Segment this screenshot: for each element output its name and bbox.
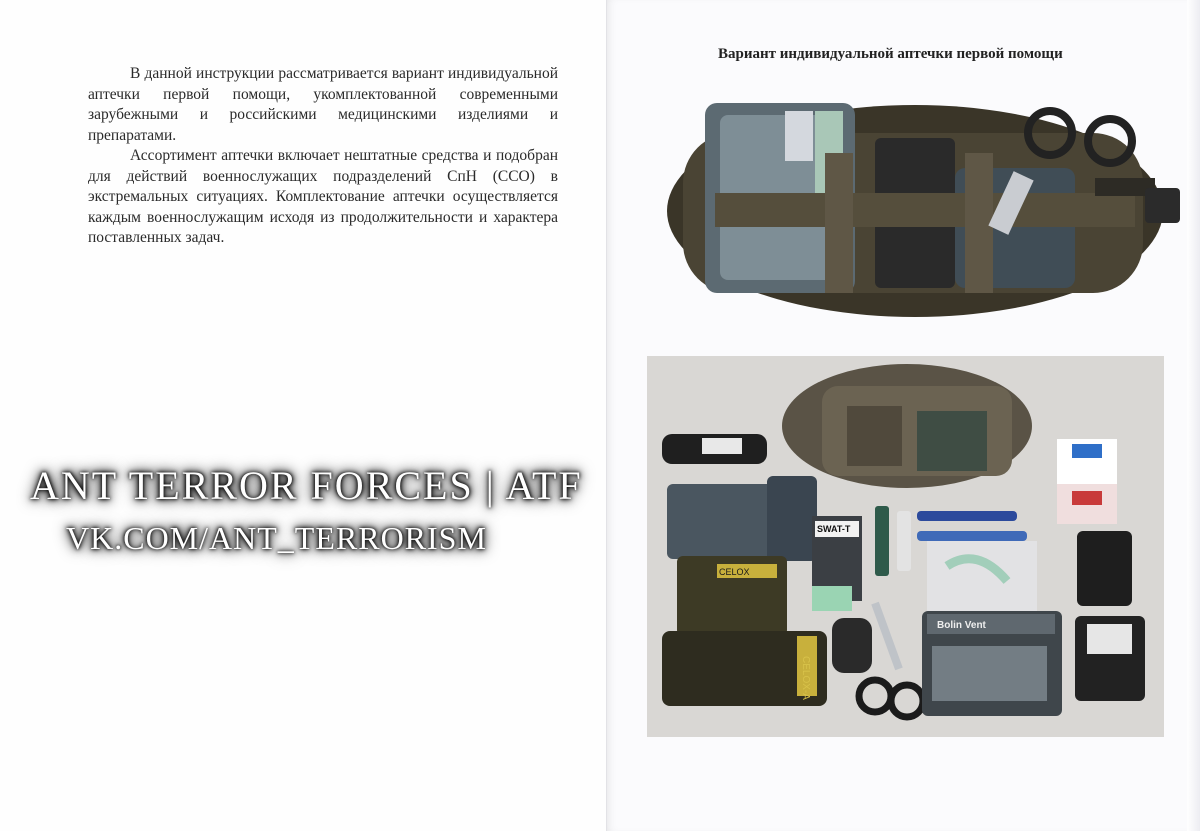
- watermark-line-1: ANT TERROR FORCES | ATF: [30, 463, 583, 508]
- photo-label-swat-t: SWAT-T: [817, 524, 851, 534]
- photo-label-celox-a: CELOX-A: [800, 656, 811, 700]
- first-aid-pouch-photo: [665, 93, 1185, 318]
- intro-text: [88, 64, 558, 249]
- right-page-title: Вариант индивидуальной аптечки первой помощи: [718, 46, 1063, 62]
- photo-label-celox: CELOX: [719, 567, 750, 577]
- photo-label-bolin-vent: Bolin Vent: [937, 620, 986, 631]
- intro-paragraph-2: Ассортимент аптечки включает нештатные средства и подобран для действий военнослужащих подразделений СпН (ССО) в экстремальных ситуациях. Комплектование аптечки осуществляется каждым военнослужащим исходя из продолжительности и характера поставленных задач.: [88, 147, 558, 246]
- scan-edge-shadow: [1187, 0, 1200, 831]
- kit-contents-photo: [647, 356, 1164, 737]
- intro-paragraph-1: В данной инструкции рассматривается вариант индивидуальной аптечки первой помощи, укомплектованной современными зарубежными и российскими медицинскими изделиями и препаратами.: [88, 65, 558, 144]
- watermark-line-2: VK.COM/ANT_TERRORISM: [66, 520, 487, 556]
